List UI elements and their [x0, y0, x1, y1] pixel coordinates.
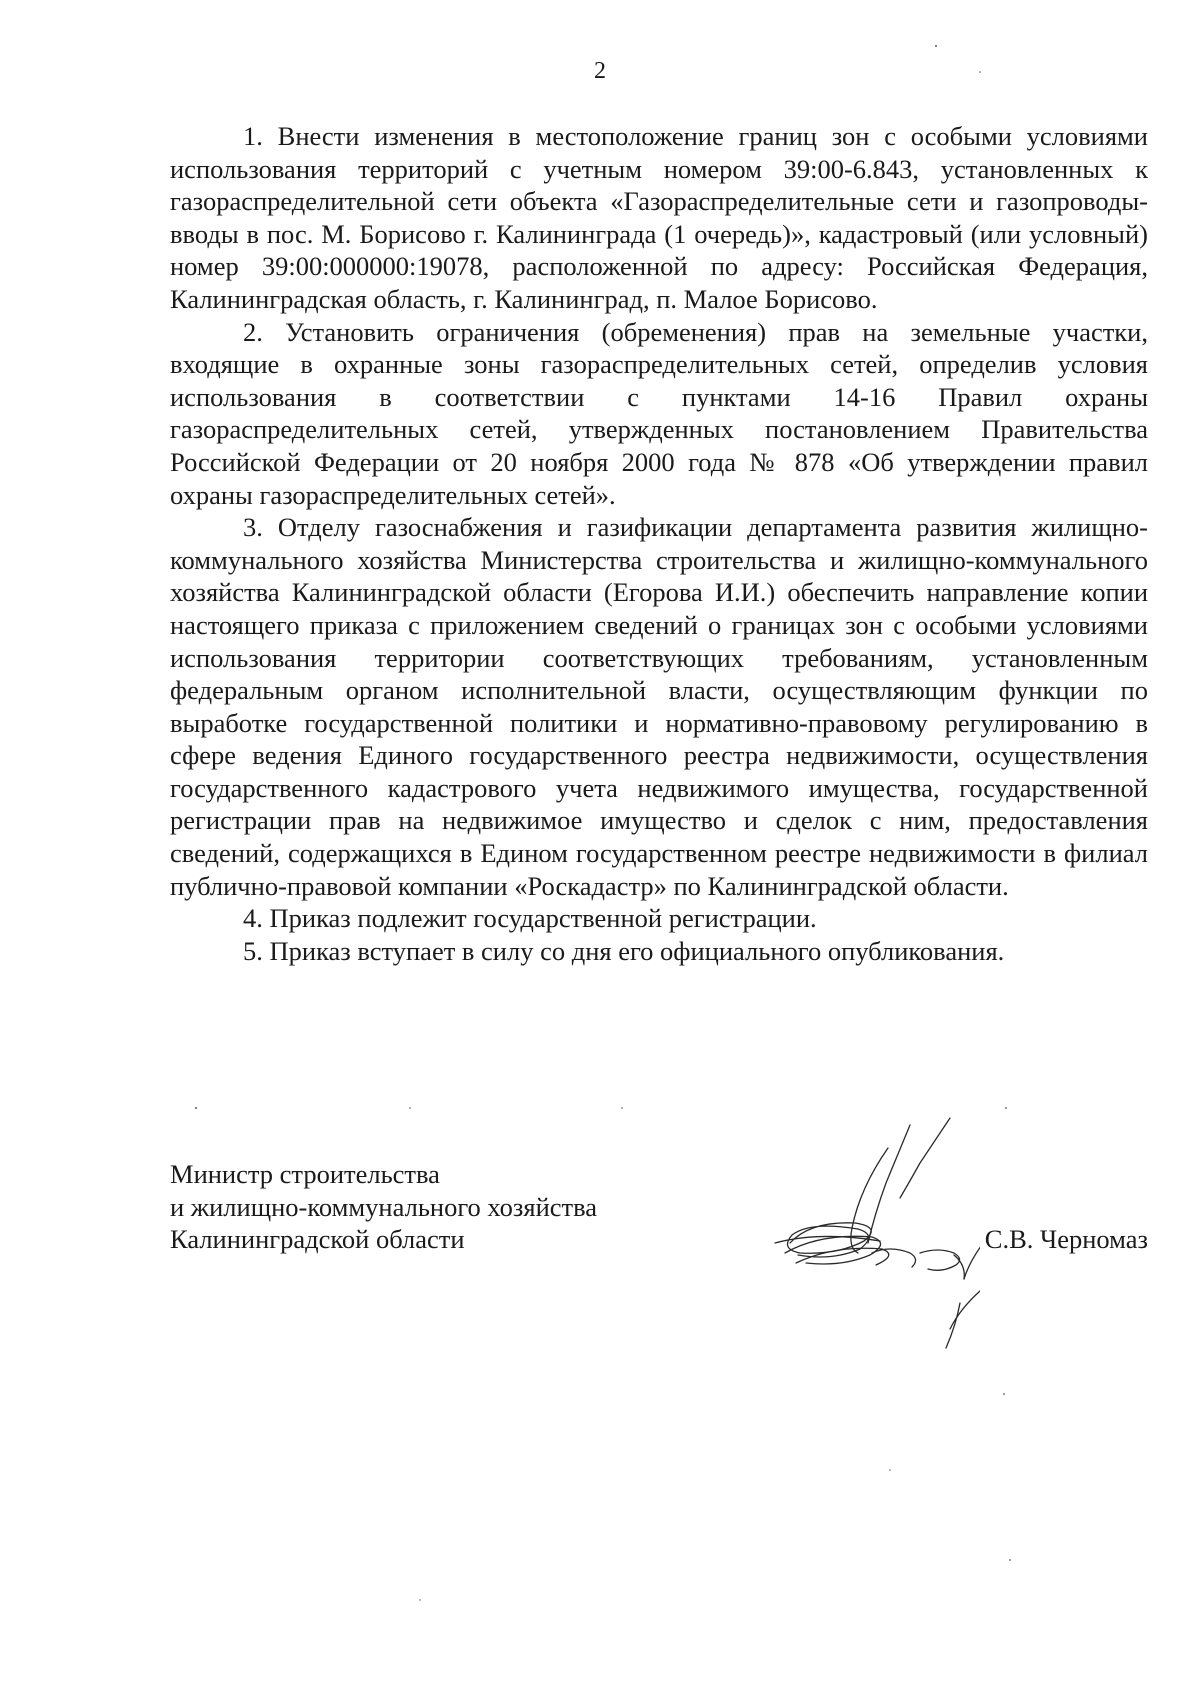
paragraph-4: 4. Приказ подлежит государственной регистрации.: [243, 903, 817, 934]
signatory-title-line: Калининградской области: [170, 1224, 465, 1255]
paragraph-1: 1. Внести изменения в местоположение границ зон с особыми условиями использования территорий с учетным номером 39:00-6.843, установленных к газораспределительной сети объекта «Газораспределительные сети и газопроводы-вводы в пос. М. Борисово г. Калининграда (1 очередь)», кадастровый (или условный) номер 39:00:000000:19078, расположенной по адресу: Российская Федерация, Калининградская область, г. Калининград, п. Малое Борисово.: [170, 121, 1148, 314]
paragraph-3: 3. Отделу газоснабжения и газификации департамента развития жилищно-коммунального хозяйства Министерства строительства и жилищно-коммунального хозяйства Калининградской области (Егорова И.И.) обеспечить направление копии настоящего приказа с приложением сведений о границах зон с особыми условиями использования территории соответствующих требованиям, установленным федеральным органом исполнительной власти, осуществляющим функции по выработке государственной политики и нормативно-правовому регулированию в сфере ведения Единого государственного реестра недвижимости, осуществления государственного кадастрового учета недвижимого имущества, государственной регистрации прав на недвижимое имущество и сделок с ним, предоставления сведений, содержащихся в Едином государственном реестре недвижимости в филиал публично-правовой компании «Роскадастр» по Калининградской области.: [170, 512, 1148, 901]
page-number: 2: [594, 58, 606, 84]
signatory-title-line: Министр строительства: [170, 1159, 440, 1189]
paragraph-5: 5. Приказ вступает в силу со дня его официального опубликования.: [243, 935, 1005, 966]
paragraph-2: 2. Установить ограничения (обременения) прав на земельные участки, входящие в охранные зоны газораспределительных сетей, определив условия использования в соответствии с пунктами 14-16 Правил охраны газораспределительных сетей, утвержденных постановлением Правительства Российской Федерации от 20 ноября 2000 года № 878 «Об утверждении правил охраны газораспределительных сетей».: [170, 316, 1148, 510]
signatory-title-line: и жилищно-коммунального хозяйства: [170, 1191, 598, 1222]
signatory-name: С.В. Черномаз: [984, 1224, 1148, 1254]
